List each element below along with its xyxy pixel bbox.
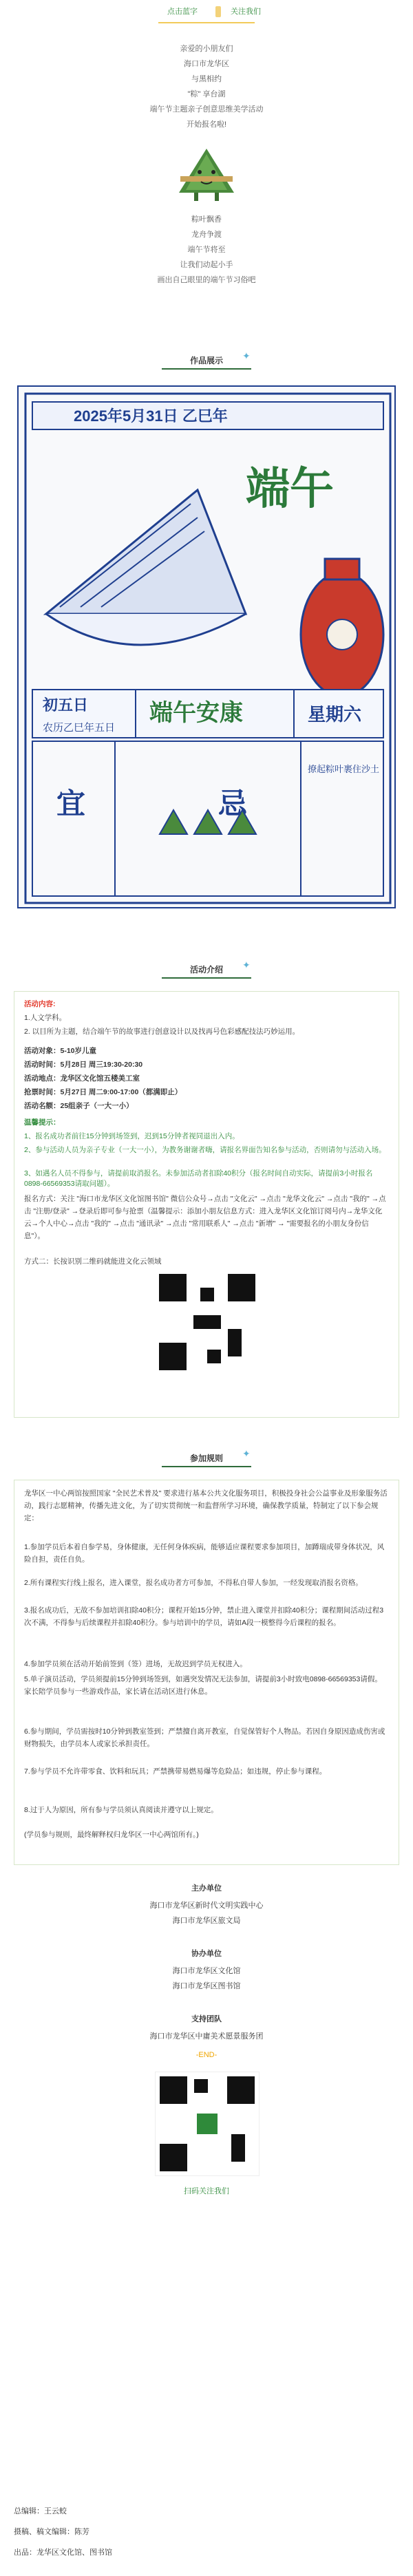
intro-line: 亲爱的小朋友们 [180, 45, 233, 53]
intro-line: 开始报名啦! [186, 120, 227, 129]
signup-method-1: 报名方式：关注 "海口市龙华区文化馆图书馆" 微信公众号→点击 "文化云" →点击 "龙华文化云" →点击 "我的" →点击 "注册/登录" →登录后即可参与抢票（温馨提示：添加小朋友信息方式：进入龙华区文化馆订阅号内→龙华文化云→个人中心→点击 "我的" →点击 "通讯录" →点击 "常用联系人" →点击 "新增" → "需要报名的小朋友身份信息"）。 [24, 1195, 386, 1240]
qr-caption: 扫码关注我们 [184, 2187, 229, 2195]
section-title: 作品展示 [189, 356, 223, 365]
support-name: 海口市龙华区中庸美术愿景服务团 [149, 2032, 264, 2041]
poster-date-line: 2025年5月31日 乙巳年 [74, 407, 228, 425]
content-label: 活动内容: [24, 1000, 56, 1008]
rules-paragraph: 龙华区一中心两馆按照国家 "全民艺术普及" 要求进行基本公共文化服务项目，积极投身社会公益事业及形象服务活动，践行志愿精神，传播先进文化，为了切实贯彻统一和监督所学习环境，确保教学质量，特制定了以下参会规定： [24, 1489, 388, 1522]
rule-item: 4.参加学员须在活动开始前签到（签）进场，无故迟到学员无权进入。 [24, 1660, 247, 1668]
ticket-line: 抢票时间：5月27日 周二9:00-17:00（都满即止） [24, 1088, 182, 1096]
quota-line: 活动名额：25组亲子（一大一小） [24, 1102, 134, 1110]
poster-title: 端午 [246, 464, 334, 513]
section-title: 活动介绍 [189, 965, 223, 975]
host-label: 主办单位 [191, 1884, 222, 1893]
rule-item: 1.参加学员后本着自参学易，身体健康，无任何身体疾病，能够适应课程要求参加项目，加蹲瑞成带身体状况，风险自担，责任自负。 [24, 1543, 385, 1564]
poster-side-text: 撩起粽叶裹住沙土 [308, 764, 380, 774]
follow-separator [215, 6, 221, 17]
co-host-label: 协办单位 [191, 1950, 222, 1958]
co-host-name: 海口市龙华区图书馆 [172, 1982, 241, 1990]
support-label: 支持团队 [191, 2015, 222, 2023]
poster-weekday: 星期六 [308, 704, 362, 725]
zongzi-mascot-icon [176, 145, 237, 205]
section-works-heading [0, 348, 413, 375]
intro-line: 海口市龙华区 [184, 60, 229, 68]
credit-review: 摄稿、稿文编辑：陈芳 [14, 2528, 89, 2536]
activity-info-box [14, 991, 399, 1418]
intro-line: 粽叶飘香 [191, 215, 222, 224]
content-line: 1.人文学科。 [24, 1014, 67, 1022]
rule-item: 7.参与学员不允许带零食、饮料和玩具；严禁携带易燃易爆等危险品；如违规，停止参与课程。 [24, 1767, 327, 1776]
host-name: 海口市龙华区旅文局 [172, 1917, 241, 1925]
sparkle-icon: ✦ [242, 350, 251, 361]
end-mark: -END- [195, 2051, 218, 2059]
rules-closing: (学员参与规则，最终解释权归龙华区一中心两馆所有。) [24, 1831, 199, 1839]
tip-line: 1、报名成功者前往15分钟到场签到，迟到15分钟者视同退出入内。 [24, 1132, 240, 1140]
audience-line: 活动对象：5-10岁儿童 [24, 1047, 97, 1055]
dragon-boat-poster-artwork [17, 385, 396, 908]
top-divider [158, 22, 255, 23]
poster-day-small: 初五日 [43, 696, 89, 714]
intro-line: 让我们动起小手 [180, 261, 233, 269]
intro-line: 画出自己眼里的端午节习俗吧 [157, 276, 256, 284]
credit-source: 出品：龙华区文化馆、图书馆 [14, 2548, 112, 2557]
rule-item: 3.报名成功后，无故不参加培训扣除40积分；课程开始15分钟，禁止进入课堂并扣除40积分；课程期间活动过程3次不满，不得参与后续课程并扣除40积分。参与培训中的学员，请如A段一模整得今后课程的报名。 [24, 1606, 384, 1627]
rule-item: 5.单子演员活动，学员须提前15分钟到场签到，如遇突发情况无法参加，请提前3小时致电0898-66569353请假。家长陪学员参与一些游戏作品，家长请在活动区进行休息。 [24, 1675, 382, 1696]
poster-yi: 宜 [56, 787, 86, 820]
section-underline [162, 977, 251, 979]
content-line: 2. 以目所为主题，结合端午节的故事进行创意设计以及找再号色彩感配技法巧妙运用。 [24, 1028, 300, 1036]
signup-qr-code[interactable] [159, 1274, 255, 1370]
intro-line: "粽" 享台湖 [187, 90, 226, 98]
section-underline [162, 1466, 251, 1467]
section-underline [162, 368, 251, 370]
intro-line: 端午节主题亲子创意思维美学活动 [149, 105, 264, 114]
rule-item: 2.所有课程实行线上报名，进入课堂，报名成功者方可参加，不得私自带人参加，一经发现取消报名资格。 [24, 1579, 363, 1587]
sparkle-icon: ✦ [242, 1448, 251, 1459]
follow-qr-code[interactable] [155, 2072, 260, 2176]
tips-label: 温馨提示： [24, 1118, 61, 1127]
poster-ji: 忌 [218, 787, 248, 820]
host-name: 海口市龙华区新时代文明实践中心 [149, 1902, 264, 1910]
rule-item: 6.参与期间，学员需按时10分钟到教室签到；严禁擅自离开教室，自觉保管好个人物品。若因自身原因造成伤害或财物损失，由学员本人或家长承担责任。 [24, 1727, 385, 1748]
poster-illustration [19, 387, 396, 908]
tip-line: 2、参与活动人员为亲子专业（一大一小），为教务谢谢者嗨，请报名界面告知名参与活动，否则请勿与活动入场。 [24, 1146, 386, 1154]
section-intro-heading [0, 957, 413, 984]
poster-day-banner: 农历乙巳年五日 [43, 722, 116, 734]
intro-line: 龙舟争渡 [191, 231, 222, 239]
follow-bar [0, 0, 413, 43]
intro-line: 与黑相约 [191, 75, 222, 83]
section-rules-heading [0, 1445, 413, 1473]
credit-editor: 总编辑：王云蛟 [14, 2507, 67, 2515]
rules-box [14, 1480, 399, 1865]
sparkle-icon: ✦ [242, 959, 251, 970]
poster-blessing: 端午安康 [149, 700, 243, 726]
section-title: 参加规则 [189, 1454, 223, 1463]
follow-link-secondary[interactable]: 关注我们 [231, 8, 261, 16]
co-host-name: 海口市龙华区文化馆 [172, 1967, 241, 1975]
rule-item: 8.过于人为原因，所有参与学员须认真阅读并遵守以上规定。 [24, 1806, 218, 1814]
intro-line: 端午节将至 [187, 246, 226, 254]
tip-line: 3、如遇名人员不得参与，请提前取消报名。未参加活动者扣除40积分（报名时间自动实际，请提前3小时报名0898-66569353请取问题）。 [24, 1169, 373, 1188]
time-line: 活动时间：5月28日 周三19:30-20:30 [24, 1061, 143, 1069]
location-line: 活动地点：龙华区文化馆五楼美工室 [24, 1074, 140, 1083]
signup-method-2: 方式二：长按识别二维码就能进文化云领域 [24, 1257, 162, 1266]
follow-link-primary[interactable]: 点击蓝字 [167, 8, 198, 16]
